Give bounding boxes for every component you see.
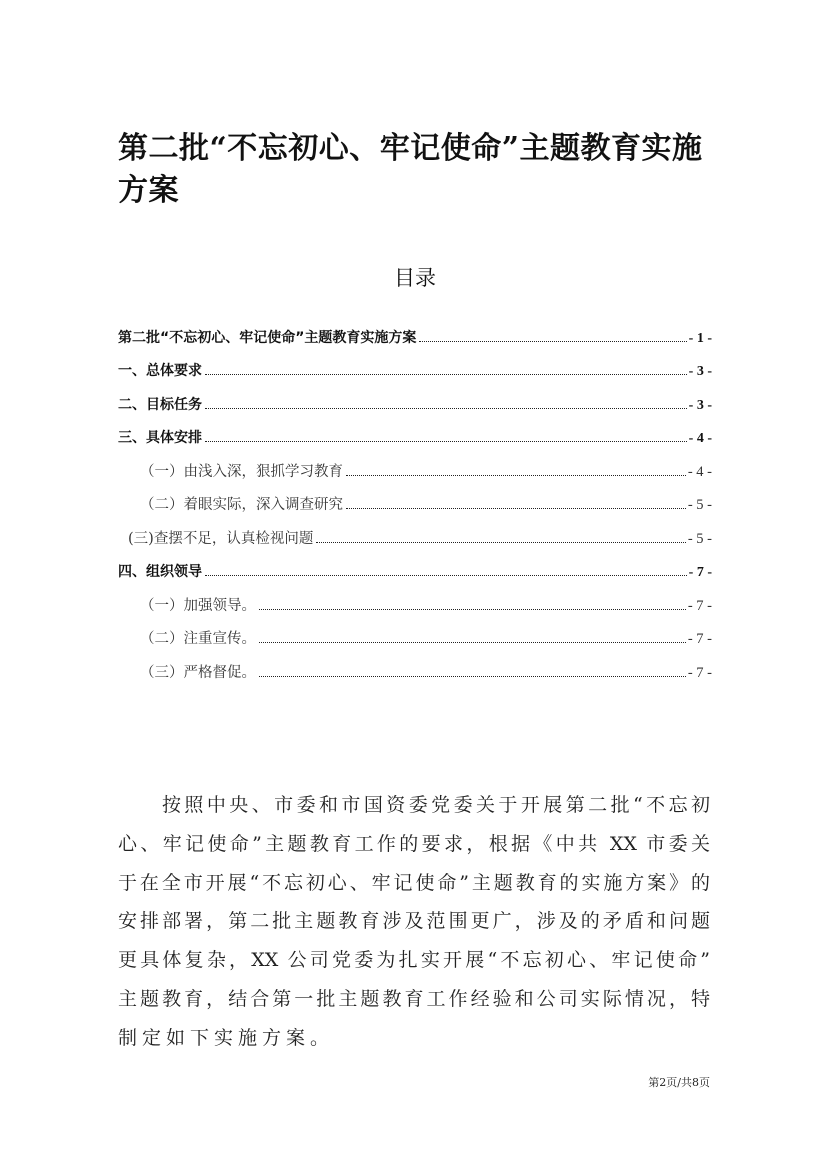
body-line: 按照中央、市委和市国资委党委关于开展第二批“不忘初	[162, 794, 710, 816]
toc-leader-dots	[205, 575, 687, 576]
toc-page-number: - 4 -	[687, 463, 712, 480]
body-line: 心、牢记使命”主题教育工作的要求，根据《中共 XX 市委关	[118, 832, 710, 855]
toc-leader-dots	[346, 508, 686, 509]
toc-page-number: - 5 -	[687, 530, 712, 547]
toc-leader-dots	[205, 408, 687, 409]
body-line: 于在全市开展“不忘初心、牢记使命”主题教育的实施方案》的	[118, 871, 710, 894]
toc-entry-label: 一、总体要求	[118, 363, 202, 379]
toc-entry-label: （二）注重宣传。	[140, 631, 256, 647]
page-footer: 第2页/共8页	[648, 1076, 710, 1089]
table-of-contents	[118, 313, 712, 682]
document-title: 第二批“不忘初心、牢记使命”主题教育实施方案	[118, 131, 703, 208]
toc-page-number: - 5 -	[687, 497, 712, 513]
toc-entry-label: 第二批“不忘初心、牢记使命”主题教育实施方案	[118, 329, 417, 346]
body-paragraph	[118, 786, 710, 1058]
toc-page-number: - 7 -	[687, 664, 712, 681]
toc-entry[interactable]	[118, 313, 712, 347]
toc-entry[interactable]	[118, 548, 712, 582]
toc-entry[interactable]	[118, 481, 712, 515]
body-line: 更具体复杂，XX 公司党委为扎实开展“不忘初心、牢记使命”	[118, 949, 710, 972]
toc-entry[interactable]	[118, 347, 712, 381]
toc-page-number: - 7 -	[688, 565, 712, 580]
body-line: 安排部署，第二批主题教育涉及范围更广，涉及的矛盾和问题	[118, 910, 710, 933]
toc-entry-label: （二）着眼实际，深入调查研究	[140, 497, 343, 513]
toc-leader-dots	[419, 341, 686, 342]
toc-heading: 目录	[394, 266, 436, 290]
toc-page-number: - 3 -	[688, 397, 712, 413]
body-line: 制定如下实施方案。	[118, 1026, 335, 1049]
toc-entry-label: （一）由浅入深，狠抓学习教育	[140, 463, 343, 480]
toc-entry-label: (三)查摆不足，认真检视问题	[128, 530, 314, 547]
toc-page-number: - 3 -	[688, 364, 712, 379]
toc-leader-dots	[205, 374, 687, 375]
toc-entry-label: 三、具体安排	[118, 430, 202, 446]
toc-entry[interactable]	[118, 514, 712, 548]
toc-leader-dots	[316, 542, 686, 543]
toc-leader-dots	[205, 441, 687, 442]
toc-page-number: - 7 -	[687, 631, 712, 647]
body-line: 主题教育，结合第一批主题教育工作经验和公司实际情况，特	[118, 987, 710, 1010]
toc-leader-dots	[259, 642, 686, 643]
toc-page-number: - 7 -	[687, 597, 712, 614]
toc-leader-dots	[259, 609, 686, 610]
toc-entry-label: 二、目标任务	[118, 396, 202, 413]
toc-entry[interactable]	[118, 380, 712, 414]
toc-page-number: - 4 -	[688, 431, 712, 446]
toc-entry-label: 四、组织领导	[118, 564, 202, 580]
toc-entry-label: （三）严格督促。	[140, 664, 256, 681]
toc-entry[interactable]	[118, 581, 712, 615]
toc-entry[interactable]	[118, 447, 712, 481]
toc-page-number: - 1 -	[688, 330, 712, 346]
toc-leader-dots	[346, 475, 686, 476]
toc-entry[interactable]	[118, 615, 712, 649]
toc-leader-dots	[259, 676, 686, 677]
toc-entry-label: （一）加强领导。	[140, 597, 256, 614]
toc-entry[interactable]	[118, 648, 712, 682]
toc-entry[interactable]	[118, 414, 712, 448]
